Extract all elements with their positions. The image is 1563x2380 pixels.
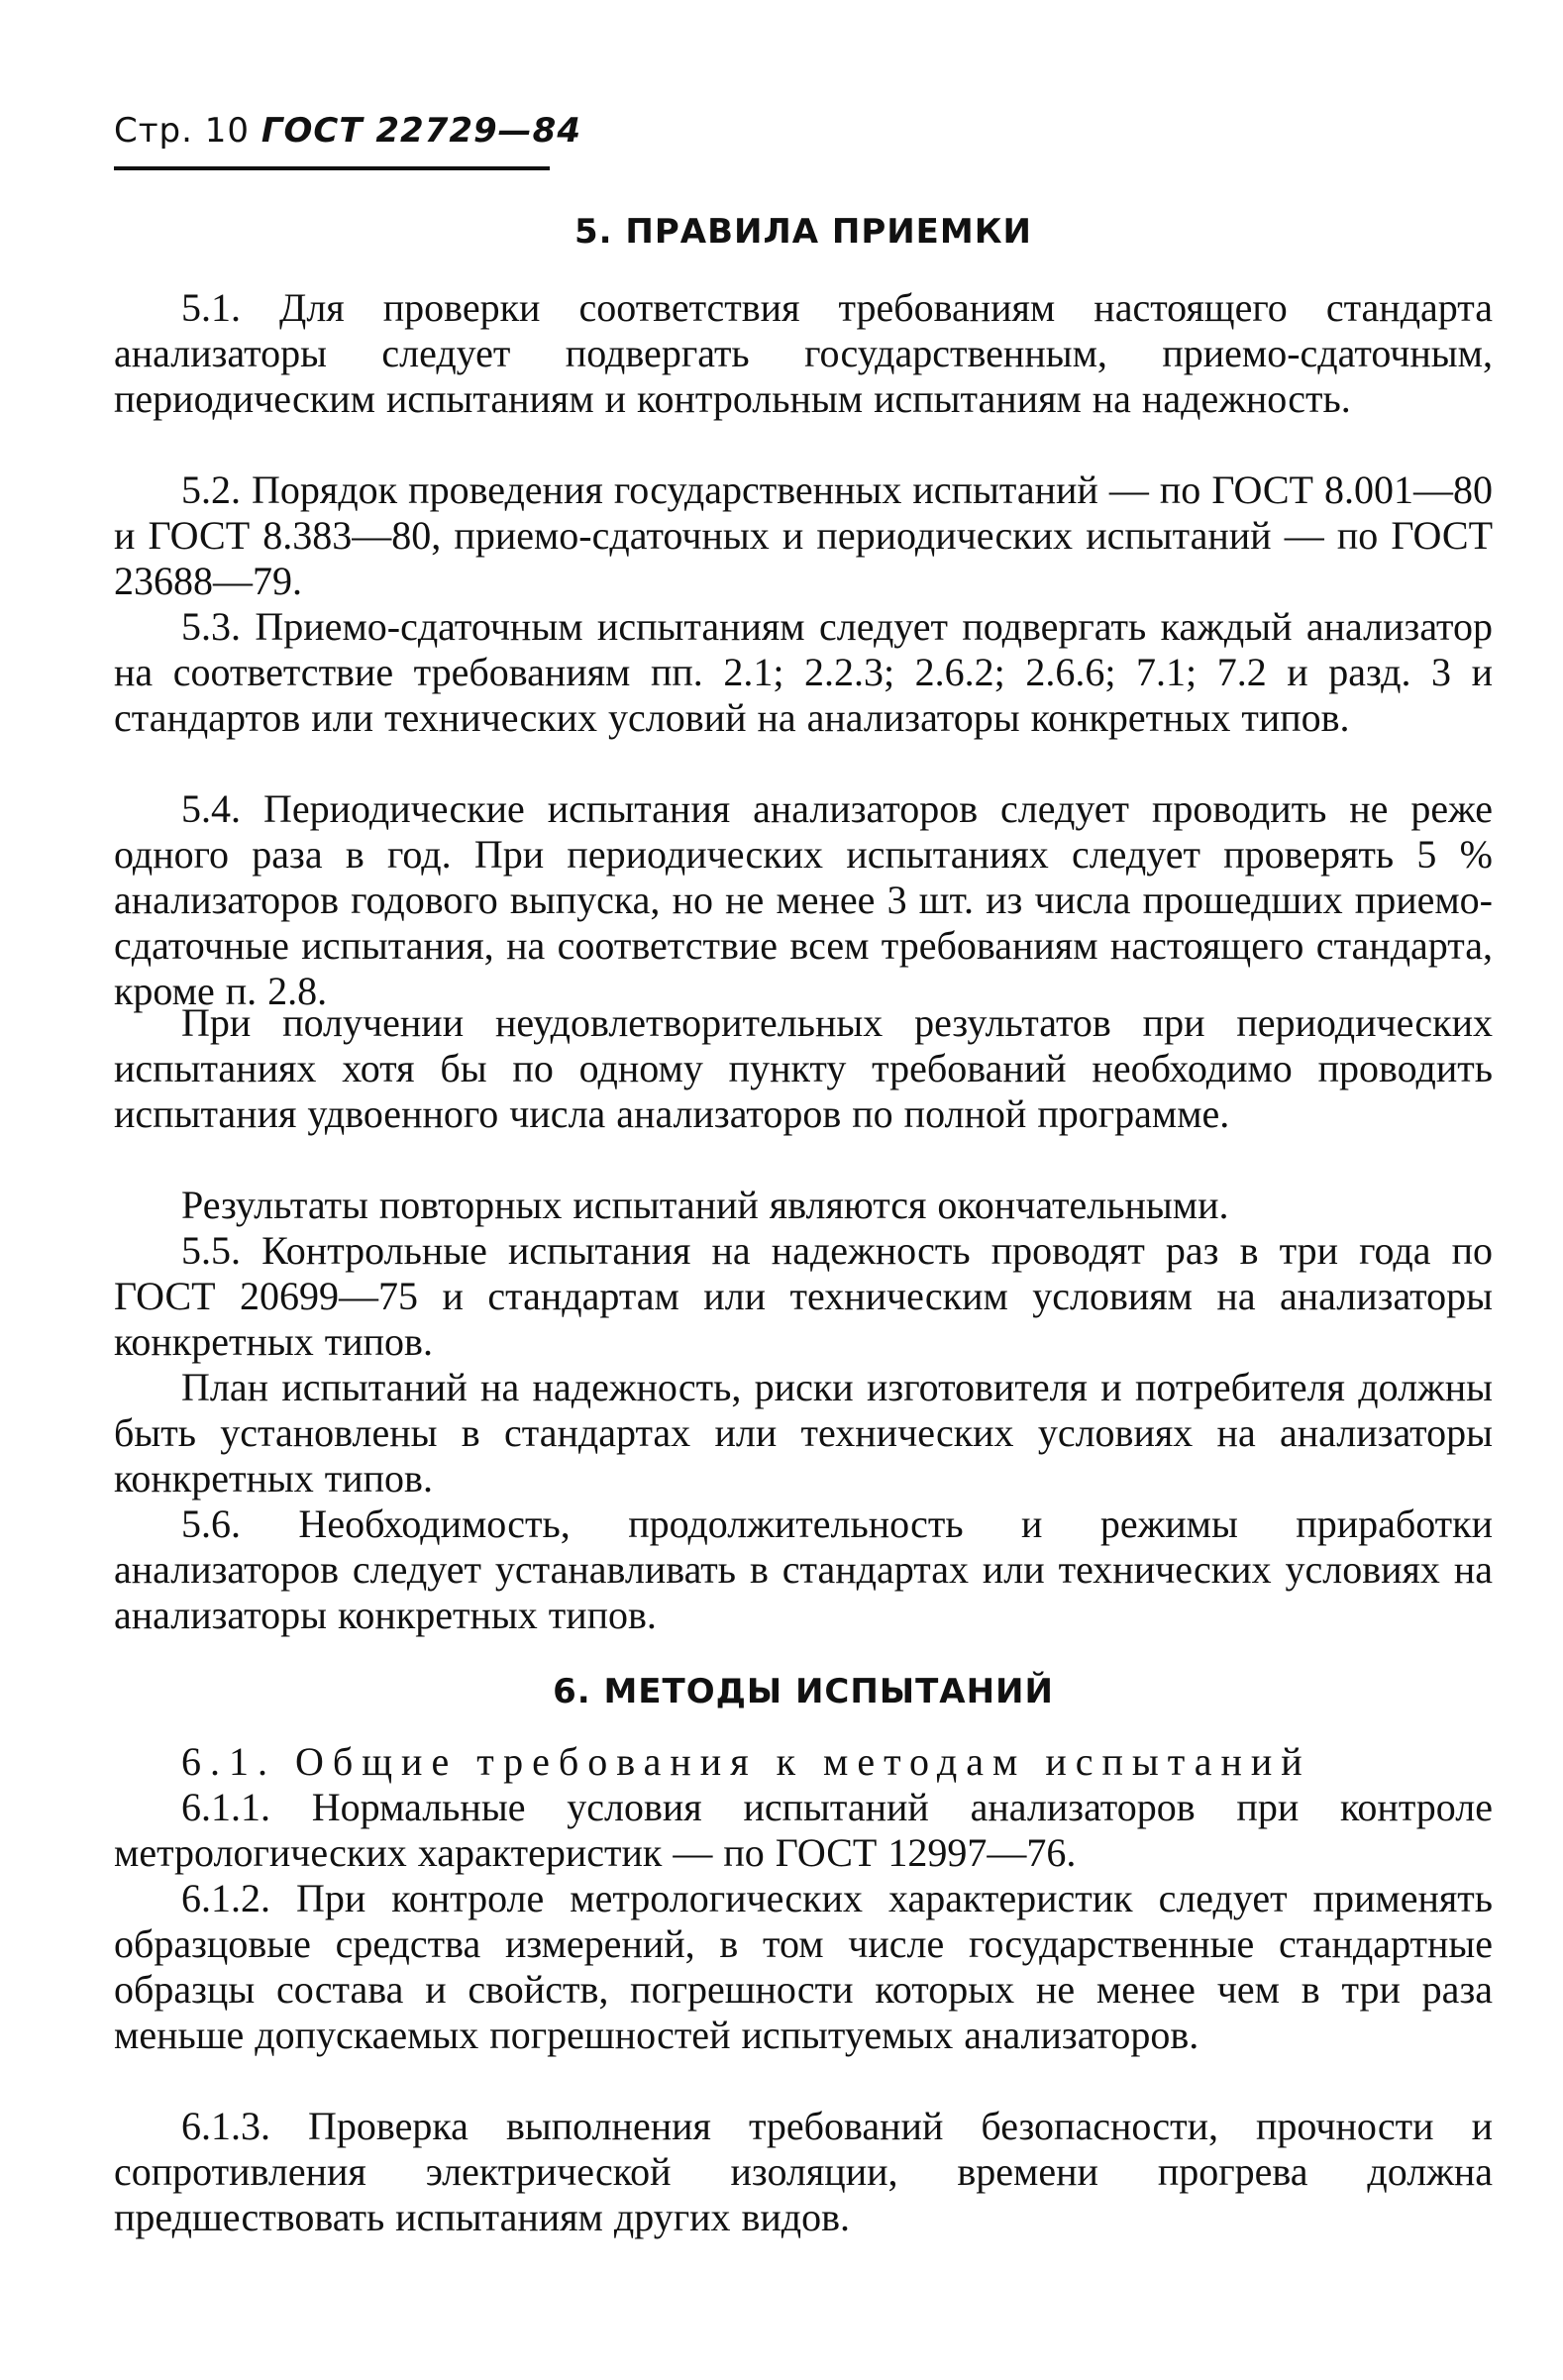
paragraph-5-1: 5.1. Для проверки соответствия требованиям настоящего стандарта анализаторы следует подвергать государственным, приемо-сдаточным, периодическим испытаниям и контрольным испытаниям на надежность. [114,285,1493,421]
paragraph-5-4-final: Результаты повторных испытаний являются окончательными. [181,1183,1229,1227]
section-6-heading: 6. МЕТОДЫ ИСПЫТАНИЙ [553,1672,1054,1711]
header-rule [114,166,550,170]
paragraph-5-5-plan: План испытаний на надежность, риски изготовителя и потребителя должны быть установлены в стандартах или технических условиях на анализаторы конкретных типов. [114,1365,1493,1500]
paragraph-6-1-3: 6.1.3. Проверка выполнения требований безопасности, прочности и сопротивления электрической изоляции, времени прогрева должна предшествовать испытаниям других видов. [114,2104,1493,2239]
page-number: Стр. 10 [114,111,251,151]
paragraph-6-1-2: 6.1.2. При контроле метрологических характеристик следует применять образцовые средства измерений, в том числе государственные стандартные образцы состава и свойств, погрешности которых не менее чем в три раза меньше допускаемых погрешностей испытуемых анализаторов. [114,1876,1493,2057]
section-5-heading: 5. ПРАВИЛА ПРИЕМКИ [574,212,1032,252]
paragraph-5-4-retest: При получении неудовлетворительных результатов при периодических испытаниях хотя бы по одному пункту требований необходимо проводить испытания удвоенного числа анализаторов по полной программе. [114,1000,1493,1136]
paragraph-5-2: 5.2. Порядок проведения государственных испытаний — по ГОСТ 8.001—80 и ГОСТ 8.383—80, приемо-сдаточных и периодических испытаний — по ГОСТ 23688—79. [114,467,1493,603]
running-header [114,111,581,151]
standard-number: ГОСТ 22729—84 [260,111,581,151]
paragraph-5-6: 5.6. Необходимость, продолжительность и режимы приработки анализаторов следует устанавливать в стандартах или технических условиях на анализаторы конкретных типов. [114,1501,1493,1637]
paragraph-5-4: 5.4. Периодические испытания анализаторов следует проводить не реже одного раза в год. При периодических испытаниях следует проверять 5 % анализаторов годового выпуска, но не менее 3 шт. из числа прошедших приемо-сдаточные испытания, на соответствие всем требованиям настоящего стандарта, кроме п. 2.8. [114,786,1493,1013]
paragraph-6-1-1: 6.1.1. Нормальные условия испытаний анализаторов при контроле метрологических характеристик — по ГОСТ 12997—76. [114,1785,1493,1875]
paragraph-5-3: 5.3. Приемо-сдаточным испытаниям следует подвергать каждый анализатор на соответствие требованиям пп. 2.1; 2.2.3; 2.6.2; 2.6.6; 7.1; 7.2 и разд. 3 и стандартов или технических условий на анализаторы конкретных типов. [114,604,1493,740]
paragraph-6-1: 6.1. Общие требования к методам испытаний [181,1739,1311,1784]
paragraph-5-5: 5.5. Контрольные испытания на надежность проводят раз в три года по ГОСТ 20699—75 и стандартам или техническим условиям на анализаторы конкретных типов. [114,1228,1493,1364]
